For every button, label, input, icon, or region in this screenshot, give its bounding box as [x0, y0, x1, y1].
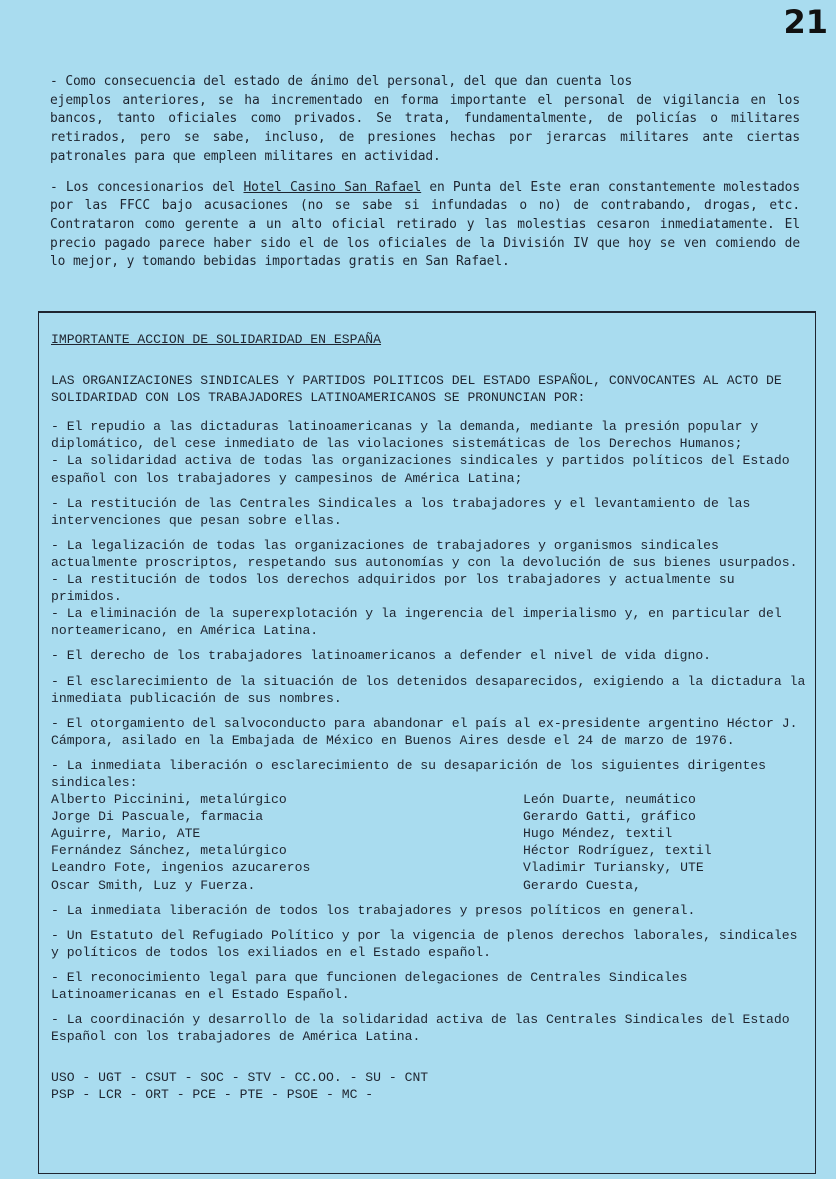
leader-name: Fernández Sánchez, metalúrgico [51, 843, 287, 859]
paragraph-bank-security [50, 73, 800, 167]
demand-item: - La inmediata liberación o esclarecimiento de su desaparición de los siguientes dirigentes sindicales: [51, 757, 774, 790]
demand-item: - El esclarecimiento de la situación de los detenidos desaparecidos, exigiendo a la dictadura la inmediata publicación de sus nombres. [51, 673, 814, 706]
demand-item: - Un Estatuto del Refugiado Político y por la vigencia de plenos derechos laborales, sindicales y políticos de todos los exiliados en el Estado español. [51, 927, 806, 960]
leaders-list [51, 791, 791, 894]
demand-item: - El derecho de los trabajadores latinoamericanos a defender el nivel de vida digno. [51, 648, 712, 664]
leader-name: Aguirre, Mario, ATE [51, 826, 201, 842]
signatories-unions: USO - UGT - CSUT - SOC - STV - CC.OO. - SU - CNT [51, 1070, 429, 1086]
demand-item: - La restitución de todos los derechos adquiridos por los trabajadores y actualmente su primidos. [51, 572, 743, 605]
box-intro: LAS ORGANIZACIONES SINDICALES Y PARTIDOS POLITICOS DEL ESTADO ESPAÑOL, CONVOCANTES AL ACTO DE SOLIDARIDAD CON LOS TRABAJADORES LATINOAMERICANOS SE PRONUNCIAN POR: [51, 373, 782, 406]
demands-list [51, 418, 814, 1045]
leader-name: Alberto Piccinini, metalúrgico [51, 792, 287, 808]
signatories-parties: PSP - LCR - ORT - PCE - PTE - PSOE - MC - [51, 1087, 374, 1103]
leader-name: Gerardo Cuesta, [523, 877, 641, 893]
paragraph-hotel-before: - Los concesionarios del [50, 179, 244, 195]
leader-name: Gerardo Gatti, gráfico [523, 809, 696, 825]
signatories [51, 1069, 815, 1103]
paragraph-hotel-after: en Punta del Este eran constantemente molestados por las FFCC bajo acusaciones (no se sabe si infundadas o no) de contrabando, drogas, etc. Contrataron como gerente a un alto oficial retirado y las molestias cesaron inmediatamente. El precio pagado parece haber sido el de los oficiales de la División IV que hoy se ven comiendo de lo mejor, y tomando bebidas importadas gratis en San Rafael. [50, 179, 801, 270]
leader-name: León Duarte, neumático [523, 792, 696, 808]
demand-item: - La inmediata liberación de todos los trabajadores y presos políticos en general. [51, 902, 696, 918]
demand-item: - El reconocimiento legal para que funcionen delegaciones de Centrales Sindicales Latinoamericanas en el Estado Español. [51, 969, 696, 1002]
leaders-left-column [51, 791, 523, 894]
leaders-right-column [523, 791, 712, 894]
demand-item: - El repudio a las dictaduras latinoamericanas y la demanda, mediante la presión popular y diplomático, del cese inmediato de las violaciones sistemáticas de los Derechos Humanos; [51, 419, 767, 452]
paragraph-hotel-casino [50, 179, 800, 273]
leader-name: Vladimir Turiansky, UTE [523, 860, 704, 876]
page-number: 21 [783, 3, 828, 41]
demand-item: - La eliminación de la superexplotación y la ingerencia del imperialismo y, en particular del norteamericano, en América Latina. [51, 606, 790, 639]
demand-item: - La solidaridad activa de todas las organizaciones sindicales y partidos políticos del Estado español con los trabajadores y campesinos de América Latina; [51, 453, 798, 486]
leader-name: Hugo Méndez, textil [523, 826, 673, 842]
leader-name: Oscar Smith, Luz y Fuerza. [51, 877, 256, 893]
leader-name: Leandro Fote, ingenios azucareros [51, 860, 311, 876]
top-text [50, 73, 800, 272]
leader-name: Jorge Di Pascuale, farmacia [51, 809, 264, 825]
solidarity-box [38, 311, 816, 1174]
paragraph-bank-security-first: - Como consecuencia del estado de ánimo del personal, del que dan cuenta los [50, 74, 633, 89]
paragraph-bank-security-rest: ejemplos anteriores, se ha incrementado en forma importante el personal de vigilancia en los bancos, tanto oficiales como privados. Se trata, fundamentalmente, de policías o militares retirados, pero se sabe, incluso, de presiones hechas por jerarcas militares ante ciertas patronales para que empleen militares en actividad. [50, 92, 800, 164]
hotel-name: Hotel Casino San Rafael [243, 179, 422, 195]
demand-item: - La restitución de las Centrales Sindicales a los trabajadores y el levantamiento de las intervenciones que pesan sobre ellas. [51, 495, 759, 528]
demand-item: - El otorgamiento del salvoconducto para abandonar el país al ex-presidente argentino Héctor J. Cámpora, asilado en la Embajada de México en Buenos Aires desde el 24 de marzo de 1976. [51, 715, 806, 748]
demand-item: - La legalización de todas las organizaciones de trabajadores y organismos sindicales actualmente proscriptos, respetando sus autonomías y con la devolución de sus bienes usurpados. [51, 537, 798, 570]
leader-name: Héctor Rodríguez, textil [523, 843, 712, 859]
box-title: IMPORTANTE ACCION DE SOLIDARIDAD EN ESPAÑA [51, 332, 382, 347]
demand-item: - La coordinación y desarrollo de la solidaridad activa de las Centrales Sindicales del Estado Español con los trabajadores de América Latina. [51, 1012, 798, 1045]
